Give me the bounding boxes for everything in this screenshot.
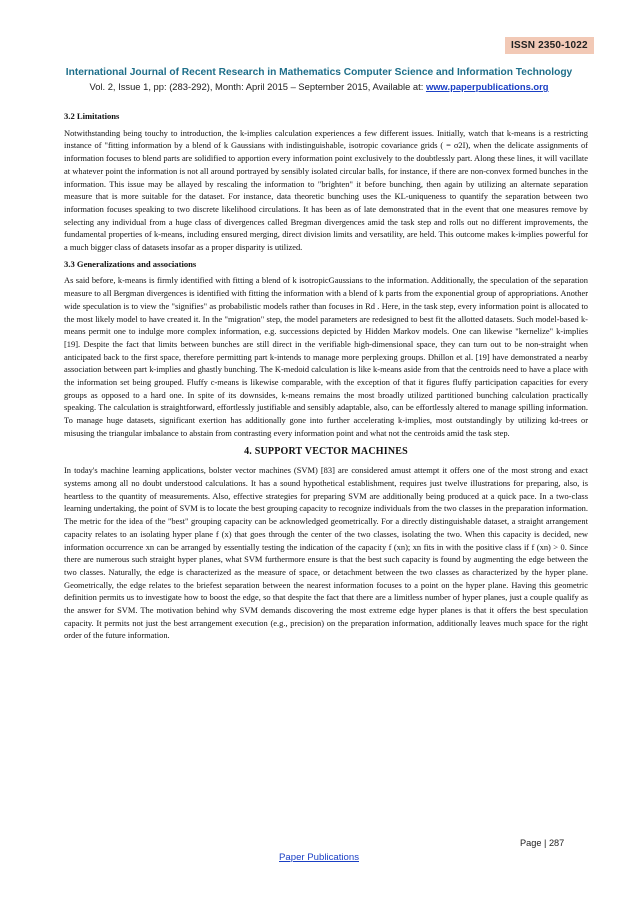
- website-link[interactable]: www.paperpublications.org: [425, 81, 549, 92]
- publisher-footer-link[interactable]: Paper Publications: [279, 852, 359, 863]
- issn-badge: ISSN 2350-1022: [505, 37, 594, 54]
- journal-title: International Journal of Recent Research in Mathematics Computer Science and Information Technology: [65, 67, 573, 78]
- volume-text: Vol. 2, Issue 1, pp: (283-292), Month: April 2015 – September 2015, Available at:: [89, 81, 426, 92]
- journal-volume-info: [40, 81, 598, 93]
- section-heading-4: 4. SUPPORT VECTOR MACHINES: [244, 445, 408, 457]
- page-number: Page | 287: [520, 838, 565, 848]
- paragraph-limitations: Notwithstanding being touchy to introduction, the k-implies calculation experiences a few different issues. Initially, watch that k-means is a restricting instance of "fitting information by a blend of k Gaussians with indistinguishable, isotropic covariance grids ( = σ2I), when the delicate assignments of information focuses to blend parts are solidified to apportion every information point exclusively to the doubtlessly part. Along these lines, it will vacillate at whatever point the information is not all around portrayed by sensibly isolated circular balls, for instance, if there are non-convex formed bunches in the information. This issue may be allayed by rescaling the information to "brighten" it before bunching, then again by utilizing an alternate separation measure that is more suitable for the dataset. For instance, data theoretic bunching uses the KL-uniqueness to quantify the separation between two information focuses speaking to two discrete likelihood circulations. It has been as of late demonstrated that in the event that one measures remove by selecting any individual from a huge class of divergences called Bregman divergences amid the task step and rolls out no different improvements, the fundamental properties of k-means, including ensured merging, direct division limits and versatility, are held. This outcome makes k-implies powerful for a much bigger class of datasets insofar as a proper disparity is utilized.: [64, 127, 588, 253]
- section-heading-3-3: 3.3 Generalizations and associations: [64, 258, 197, 269]
- paragraph-generalizations: As said before, k-means is firmly identified with fitting a blend of k isotropicGaussians to the information. Additionally, the speculation of the separation measure to all Bergman divergences is identified with fitting the information with a blend of k parts from the exponential group of appropriations. Another wide speculation is to view the "signifies" as probabilistic models rather than focuses in Rd . Here, in the task step, every information point is allocated to the most likely model to have created it. In the "migration" step, the model parameters are redesigned to best fit the allotted datasets. Such model-based k-means permit one to indulge more complex information, e.g. successions depicted by Hidden Markov models. One can likewise "kernelize" k-implies [19]. Despite the fact that limits between bunches are still direct in the verifiable high-dimensional space, they can turn out to be non-straight when anticipated back to the first space, therefore permitting part k-intends to manage more perplexing groups. Dhillon et al. [19] have demonstrated a nearby association between part k-implies and ghastly bunching. The K-medoid calculation is like k-means aside from that the centroids need to have a place with the information set being grouped. Fluffy c-means is likewise comparable, with the exception of that it figures fluffy participation capacities for every groups as opposed to a hard one. In spite of its downsides, k-means remains the most broadly utilized partitioned bunching calculation practically speaking. The calculation is straightforward, effortlessly justifiable and sensibly adaptable, also, can be effortlessly altered to manage spilling information. To manage huge datasets, significant exertion has additionally gone into further accelerating k-implies, most outstandingly by utilizing kd-trees or misusing the triangular imbalance to abstain from contrasting every information point and what not the centroids amid the task step.: [64, 275, 588, 438]
- article-body: [64, 110, 588, 646]
- paragraph-svm: In today's machine learning applications, bolster vector machines (SVM) [83] are considered amust attempt it offers one of the most strong and exact systems among all no doubt understood calculations. It has a sound hypothetical establishment, requires just twelve illustrations for preparing, also, is heartless to the quantity of measurements. Also, effective strategies for preparing SVM are additionally being produced at a quick pace. In a two-class learning undertaking, the point of SVM is to locate the best grouping capacity to recognize individuals from the two classes in the preparation information. The metric for the idea of the "best" grouping capacity can be acknowledged geometrically. For a directly distinguishable dataset, a straight arrangement capacity relates to an isolating hyper plane f (x) that goes through the center of the two classes, isolating the two. When this capacity is decided, new information occurrence xn can be arranged by essentially testing the indication of the capacity f (xn); xn fits in with the positive class if f (xn) > 0. Since there are numerous such straight hyper planes, what SVM furthermore ensure is that the best such capacity is found by augmenting the edge between the two classes. Naturally, the edge is characterized as the measure of space, or detachment between the two classes as characterized by the hyper plane. Geometrically, the edge relates to the briefest separation between the nearest information focuses to a point on the hyper plane. Having this geometric definition permits us to investigate how to boost the edge, so that despite the fact that there are a limitless number of hyper planes, just a couple qualify as the answer for SVM. The motivation behind why SVM demands discovering the most extreme edge hyper planes is that it offers the best speculation capacity. It permits not just the best arrangement execution (e.g., precision) on the preparation information, additionally leaves much space for the right order of the future information.: [64, 465, 588, 641]
- section-heading-3-2: 3.2 Limitations: [64, 111, 120, 121]
